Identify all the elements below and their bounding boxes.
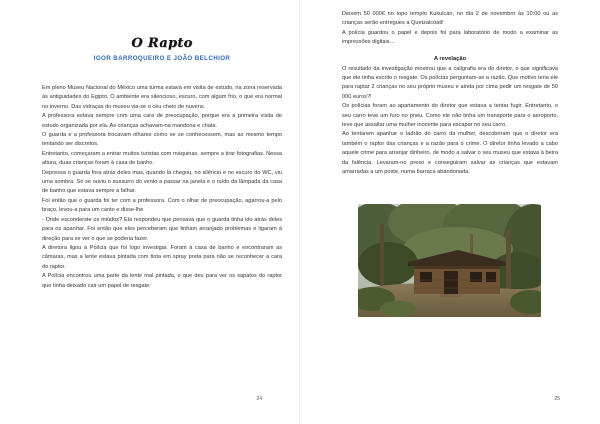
paragraph: Os polícias foram ao apartamento do diretor que estava a tentar fugir. Entretanto, o seu carro teve um furo no pneu. Como ele não tinha um transporte para o aeroporto, teve que assaltar uma mulher inocente para escapar no seu carro.: [342, 103, 558, 129]
paragraph: Entretanto, começaram a entrar muitos turistas com máquinas, sempre a tirar fotografias. Nessa altura, duas crianças foram à casa de banho.: [42, 150, 282, 167]
story-title: O Rapto: [131, 36, 193, 51]
paragraph: Depressa o guarda fora atrás deles mas, quando lá chegou, no silêncio e no escuro do WC, viu uma sombra. Só se ouviu o sussurro do vento a passar na janela e o ruído da lâmpada da casa de banho que estava sempre a falhar.: [42, 169, 282, 195]
paragraph: Foi então que o guarda foi ter com a professora. Com o olhar de preocupação, agarrou-a pelo braço, levou-a para um canto e disse-lhe: [42, 197, 282, 214]
paragraph: A diretora ligou à Polícia que foi logo investigar. Foram à casa de banho e encontraram as câmaras, mas a lente estava pintada com tinta em spray preta para não se reconhecer a cara do raptor.: [42, 244, 282, 270]
section-heading: A revelação: [433, 55, 467, 62]
right-intro: [342, 10, 558, 48]
paragraph: A Polícia encontrou uma parte da lente mal pintada, o que deu para ver os sapatos do raptor que tinha deixado cair um papel de resgate:: [42, 273, 282, 289]
paragraph: Ao tentarem apanhar o ladrão do carro da mulher, descobriram que o diretor era também o raptor das crianças e a razão para o crime. O diretor tinha levado a cabo aquele crime para arranjar dinheiro, de modo a salvar o seu museu que estava à beira da falência. Levaram-no preso e conseguiram salvar as crianças que estavam amarradas a um poste, numa barraca abandonada.: [342, 131, 558, 176]
paragraph: Em pleno Museu Nacional do México uma turma estava em visita de estudo, na zona reservada às antiguidades do Egipto. O ambiente era silencioso, escuro, com algum frio, o que era normal no inverno. Das vidraças do museu via-se o céu cheio de nuvens.: [42, 85, 282, 110]
story-authors: IGOR BARROQUEIRO E JOÃO BELCHIOR: [93, 55, 231, 62]
right-page: [300, 0, 600, 424]
page-number: 24: [256, 396, 262, 402]
paragraph: Deixem 50 000€ no topo templo Kukulcán, no dia 2 de novembro às 10:00 ou as crianças serão entregues a Quetzalcóatl!: [342, 11, 558, 27]
paragraph: O guarda e a professora trocavam olhares como se se conhecessem, mas ao mesmo tempo tentando ser discretos.: [42, 132, 282, 148]
paragraph: O resultado da investigação mostrou que a caligrafia era do diretor, o que significava que ele tinha escrito o resgate. Os polícias perguntam-se a razão. Que motivo teria ele para raptar 2 crianças no seu próprio museu e ainda por cima pedir um resgate de 50 000 euros?!: [342, 65, 558, 100]
right-body: [342, 65, 558, 178]
cabin-in-woods-photo: [358, 204, 541, 317]
paragraph: - Onde esconderste os miúdos? Ela respondeu que pensava que o guarda tinha ido atrás deles para os apanhar. Foi então que eles perceberam que tinham arranjado problemas e ligaram à direção para se ver o que se poderia fazer.: [42, 216, 282, 242]
paragraph: A polícia guardou o papel e depois foi para laboratório de modo a examinar as impressões digitais…: [342, 29, 558, 46]
page-number: 25: [554, 396, 560, 402]
paragraph: A professora estava sempre com uma cara de preocupação, porque era a primeira visita de estudo organizada por ela. As crianças achavam-na mandona e chata.: [42, 113, 282, 129]
left-body: [42, 84, 282, 291]
